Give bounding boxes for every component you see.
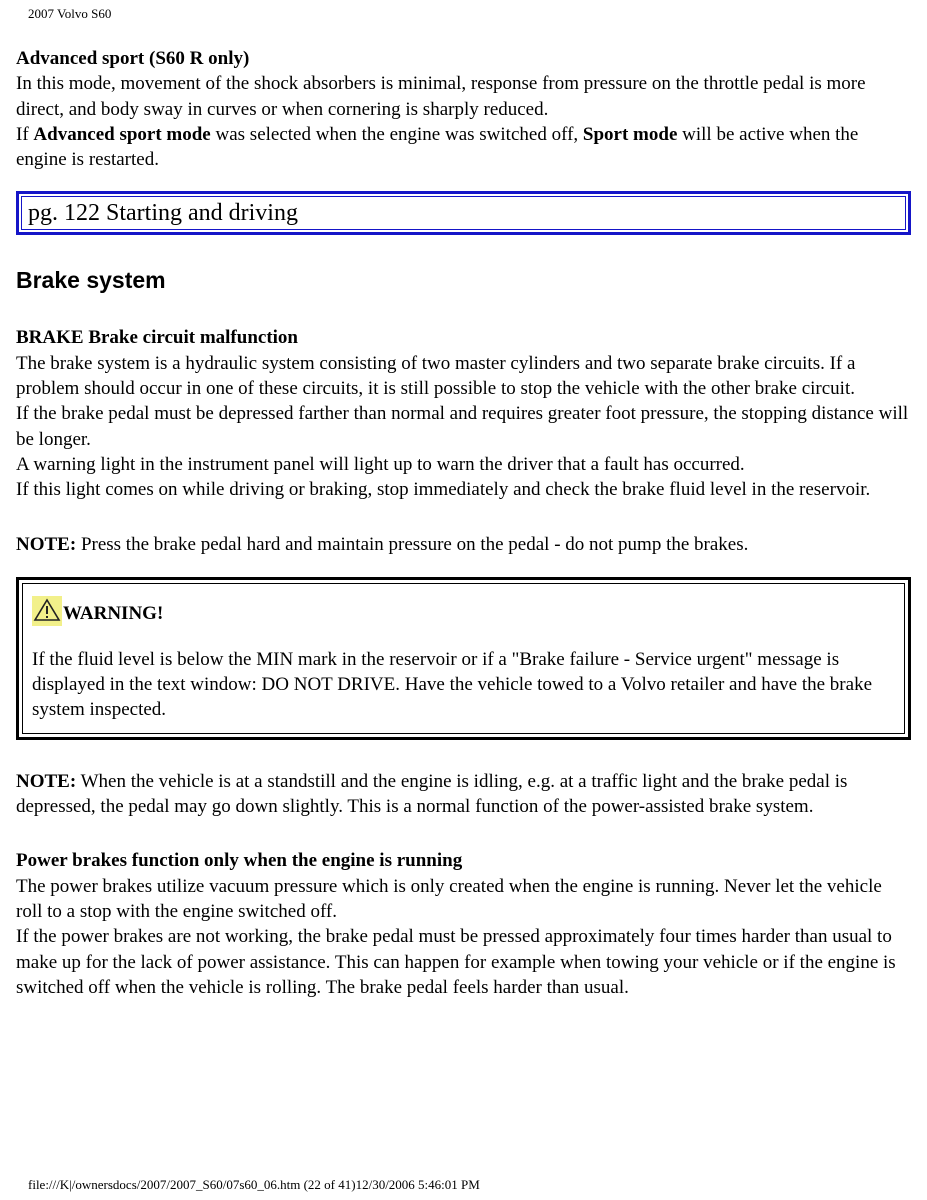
text-run: was selected when the engine was switched off, <box>210 123 583 145</box>
warning-box-inner <box>22 583 905 734</box>
brake-paragraph-4: If this light comes on while driving or braking, stop immediately and check the brake fluid level in the reservoir. <box>16 479 871 501</box>
text-run: If <box>16 123 34 145</box>
warning-triangle-icon <box>32 596 62 626</box>
note-pump-brakes <box>16 532 911 557</box>
sport-mode-term: Sport mode <box>582 123 678 145</box>
advanced-sport-paragraph: In this mode, movement of the shock absorbers is minimal, response from pressure on the throttle pedal is more direct, and body sway in curves or when cornering is sharply reduced. <box>16 73 866 120</box>
spacer <box>16 503 911 532</box>
page-footer: file:///K|/ownersdocs/2007/2007_S60/07s60_06.htm (22 of 41)12/30/2006 5:46:01 PM <box>28 1177 480 1192</box>
spacer <box>16 740 911 769</box>
document-content <box>16 46 911 1000</box>
warning-header <box>32 592 895 626</box>
section-title: Brake system <box>16 267 166 294</box>
warning-text: If the fluid level is below the MIN mark in the reservoir or if a "Brake failure - Service urgent" message is displayed in the text window: DO NOT DRIVE. Have the vehicle towed to a Volvo retailer and have the brake system inspected. <box>32 648 872 721</box>
power-brakes-paragraph-1: The power brakes utilize vacuum pressure which is only created when the engine is running. Never let the vehicle roll to a stop with the engine switched off. <box>16 875 882 922</box>
note-text: When the vehicle is at a standstill and the engine is idling, e.g. at a traffic light and the brake pedal is depressed, the pedal may go down slightly. This is a normal function of the power-assisted brake system. <box>16 770 848 818</box>
note-text: Press the brake pedal hard and maintain pressure on the pedal - do not pump the brakes. <box>76 533 749 555</box>
power-brakes-paragraph-2: If the power brakes are not working, the brake pedal must be pressed approximately four times harder than usual to make up for the lack of power assistance. This can happen for example when towing your vehicle or if the engine is switched off when the vehicle is rolling. The brake pedal feels harder than usual. <box>16 926 896 998</box>
brake-paragraph-2: If the brake pedal must be depressed farther than normal and requires greater foot pressure, the stopping distance will be longer. <box>16 403 909 450</box>
warning-label: WARNING! <box>63 602 164 624</box>
text-run: will be active when the engine is restarted. <box>16 123 859 171</box>
note-label: NOTE: <box>16 770 77 792</box>
advanced-sport-mode-term: Advanced sport mode <box>33 123 211 145</box>
advanced-sport-restart-paragraph <box>16 122 911 173</box>
brake-paragraph-1: The brake system is a hydraulic system consisting of two master cylinders and two separate brake circuits. If a problem should occur in one of these circuits, it is still possible to stop the vehicle with the other brake circuit. <box>16 352 856 400</box>
spacer <box>16 819 911 848</box>
page-marker-box <box>16 191 911 235</box>
note-label: NOTE: <box>16 533 77 555</box>
spacer <box>32 626 895 647</box>
brake-circuit-heading: BRAKE Brake circuit malfunction <box>16 327 299 349</box>
warning-box <box>16 577 911 740</box>
page-marker-text: pg. 122 Starting and driving <box>21 196 906 230</box>
brake-paragraph-3: A warning light in the instrument panel will light up to warn the driver that a fault has occurred. <box>16 453 745 475</box>
note-standstill <box>16 769 911 820</box>
page-header: 2007 Volvo S60 <box>28 6 112 21</box>
advanced-sport-heading: Advanced sport (S60 R only) <box>16 48 250 69</box>
power-brakes-heading: Power brakes function only when the engine is running <box>16 850 463 872</box>
spacer <box>16 294 911 325</box>
